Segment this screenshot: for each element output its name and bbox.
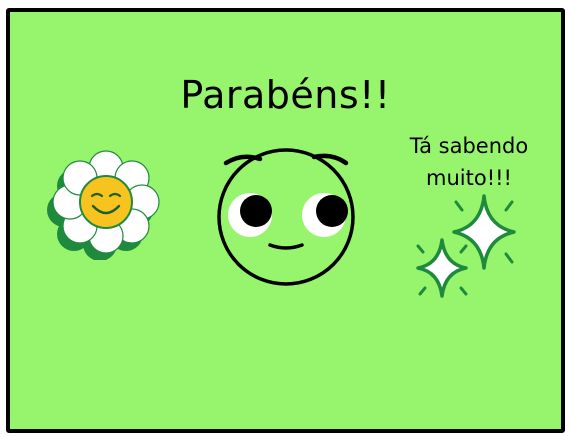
congrats-title: Parabéns!! [180, 73, 391, 117]
surprised-face-icon [212, 145, 362, 290]
flower-smiley-icon [44, 140, 169, 260]
congrats-subtitle: Tá sabendo muito!!! [409, 134, 529, 190]
sparkles-icon [410, 190, 530, 310]
